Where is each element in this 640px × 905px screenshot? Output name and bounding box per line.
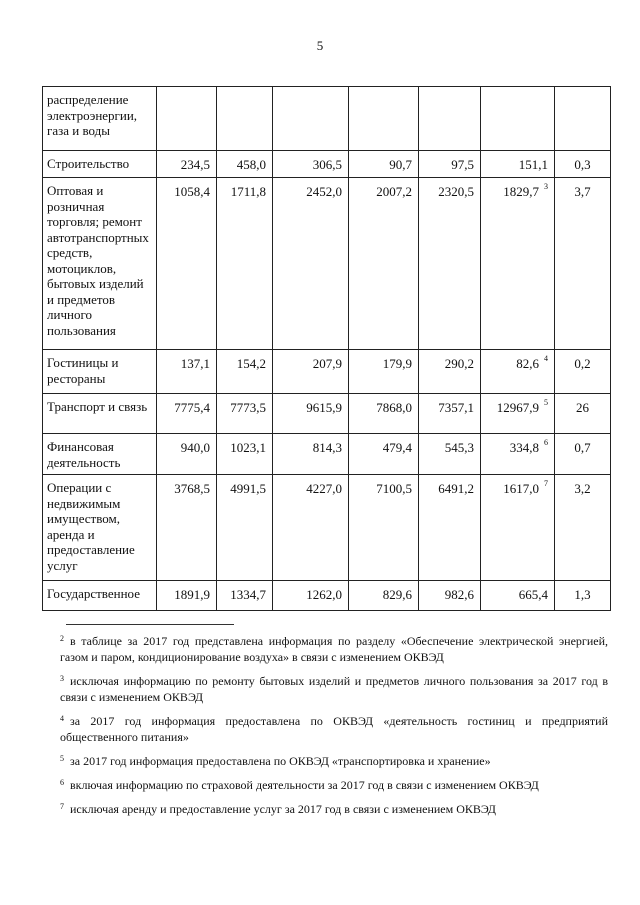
footnote-text: включая информацию по страховой деятельности за 2017 год в связи с изменением ОКВЭД — [70, 778, 539, 792]
cell-value: 1711,8 — [230, 184, 266, 199]
cell-value: 26 — [576, 400, 589, 415]
table-row — [43, 151, 611, 178]
table-cell — [481, 434, 555, 475]
cell-value: 1334,7 — [230, 587, 266, 602]
table-cell — [157, 581, 217, 611]
table-cell — [217, 151, 273, 178]
table-row — [43, 434, 611, 475]
table-cell — [555, 178, 611, 350]
footnotes — [60, 624, 608, 825]
table-cell — [217, 581, 273, 611]
table-cell — [217, 475, 273, 581]
cell-value: 1891,9 — [174, 587, 210, 602]
footnote — [60, 713, 608, 745]
cell-value: 0,3 — [574, 157, 591, 172]
cell-value: 7100,5 — [376, 481, 412, 496]
cell-value: 940,0 — [180, 440, 210, 455]
footnote-text: за 2017 год информация предоставлена по ОКВЭД «транспортировка и хранение» — [70, 754, 491, 768]
table-cell — [217, 178, 273, 350]
cell-value: 234,5 — [180, 157, 210, 172]
table-cell — [157, 394, 217, 434]
cell-value: 2452,0 — [306, 184, 342, 199]
cell-value: 4227,0 — [306, 481, 342, 496]
cell-value: 545,3 — [444, 440, 474, 455]
cell-value: 0,7 — [574, 440, 591, 455]
table-cell — [419, 350, 481, 394]
table-cell — [273, 475, 349, 581]
data-table — [42, 86, 611, 611]
table-cell — [349, 178, 419, 350]
footnote-mark: 2 — [60, 634, 64, 643]
footnote — [60, 633, 608, 665]
table-cell — [419, 581, 481, 611]
cell-value: 1058,4 — [174, 184, 210, 199]
table-cell — [555, 394, 611, 434]
table-cell — [349, 475, 419, 581]
cell-value: 3768,5 — [174, 481, 210, 496]
table-cell — [217, 87, 273, 151]
row-label: Государственное — [43, 581, 157, 611]
footnote-text: в таблице за 2017 год представлена информация по разделу «Обеспечение электрической энергией, газом и паром, кондиционирование воздуха» в связи с изменением ОКВЭД — [60, 634, 608, 664]
table-cell — [217, 350, 273, 394]
cell-value: 82,6 — [516, 356, 539, 371]
cell-value: 829,6 — [382, 587, 412, 602]
footnote — [60, 777, 608, 793]
table-cell — [273, 178, 349, 350]
row-label: распределение электроэнергии, газа и воды — [43, 87, 157, 151]
cell-value: 1262,0 — [306, 587, 342, 602]
footnote-mark: 5 — [60, 754, 64, 763]
table-cell — [555, 475, 611, 581]
table-cell — [349, 581, 419, 611]
cell-value: 7357,1 — [438, 400, 474, 415]
cell-value: 207,9 — [312, 356, 342, 371]
table-row — [43, 178, 611, 350]
table-cell — [555, 151, 611, 178]
footnote — [60, 801, 608, 817]
footnote-mark: 7 — [60, 802, 64, 811]
cell-value: 2007,2 — [376, 184, 412, 199]
table-cell — [349, 87, 419, 151]
cell-value: 1,3 — [574, 587, 591, 602]
table-cell — [349, 434, 419, 475]
footnote-marker: 6 — [544, 438, 548, 447]
table-cell — [349, 151, 419, 178]
table-cell — [217, 434, 273, 475]
table-cell — [419, 475, 481, 581]
cell-value: 7868,0 — [376, 400, 412, 415]
cell-value: 154,2 — [236, 356, 266, 371]
cell-value: 1829,7 — [503, 184, 539, 199]
table-cell — [481, 350, 555, 394]
footnote-mark: 3 — [60, 674, 64, 683]
table-cell — [419, 434, 481, 475]
cell-value: 665,4 — [518, 587, 548, 602]
footnote-mark: 6 — [60, 778, 64, 787]
table-cell — [481, 394, 555, 434]
cell-value: 6491,2 — [438, 481, 474, 496]
table-cell — [217, 394, 273, 434]
table-row — [43, 87, 611, 151]
footnote-text: за 2017 год информация предоставлена по ОКВЭД «деятельность гостиниц и предприятий общественного питания» — [60, 714, 608, 744]
table-cell — [481, 151, 555, 178]
table-cell — [481, 87, 555, 151]
table-cell — [481, 178, 555, 350]
table-row — [43, 394, 611, 434]
table-cell — [157, 434, 217, 475]
footnote-mark: 4 — [60, 714, 64, 723]
cell-value: 137,1 — [180, 356, 210, 371]
cell-value: 458,0 — [236, 157, 266, 172]
cell-value: 3,2 — [574, 481, 591, 496]
table-cell — [349, 394, 419, 434]
table-cell — [273, 350, 349, 394]
footnote-text: исключая аренду и предоставление услуг за 2017 год в связи с изменением ОКВЭД — [70, 802, 496, 816]
table-cell — [273, 581, 349, 611]
cell-value: 4991,5 — [230, 481, 266, 496]
cell-value: 982,6 — [444, 587, 474, 602]
table-cell — [419, 394, 481, 434]
footnote — [60, 673, 608, 705]
footnote-marker: 4 — [544, 354, 548, 363]
cell-value: 0,2 — [574, 356, 591, 371]
table-cell — [419, 87, 481, 151]
cell-value: 9615,9 — [306, 400, 342, 415]
cell-value: 7773,5 — [230, 400, 266, 415]
table-cell — [157, 350, 217, 394]
page-number: 5 — [316, 38, 324, 53]
footnote — [60, 753, 608, 769]
table-cell — [157, 475, 217, 581]
cell-value: 814,3 — [312, 440, 342, 455]
footnote-rule — [66, 624, 234, 625]
footnote-marker: 3 — [544, 182, 548, 191]
cell-value: 97,5 — [451, 157, 474, 172]
cell-value: 90,7 — [389, 157, 412, 172]
table-cell — [157, 178, 217, 350]
table-cell — [273, 151, 349, 178]
cell-value: 179,9 — [382, 356, 412, 371]
table-row — [43, 350, 611, 394]
cell-value: 2320,5 — [438, 184, 474, 199]
table-cell — [157, 151, 217, 178]
table-row — [43, 475, 611, 581]
row-label: Оптовая и розничная торговля; ремонт автотранспортных средств, мотоциклов, бытовых изделий и предметов личного пользования — [43, 178, 157, 350]
cell-value: 7775,4 — [174, 400, 210, 415]
table-cell — [273, 87, 349, 151]
cell-value: 1617,0 — [503, 481, 539, 496]
table-cell — [555, 350, 611, 394]
footnote-text: исключая информацию по ремонту бытовых изделий и предметов личного пользования за 2017 год в связи с изменением ОКВЭД — [60, 674, 608, 704]
table-cell — [555, 87, 611, 151]
cell-value: 151,1 — [518, 157, 548, 172]
table-cell — [419, 151, 481, 178]
row-label: Финансовая деятельность — [43, 434, 157, 475]
cell-value: 479,4 — [382, 440, 412, 455]
row-label: Гостиницы и рестораны — [43, 350, 157, 394]
footnote-marker: 7 — [544, 479, 548, 488]
table-cell — [419, 178, 481, 350]
row-label: Транспорт и связь — [43, 394, 157, 434]
table-row — [43, 581, 611, 611]
cell-value: 290,2 — [444, 356, 474, 371]
table-cell — [349, 350, 419, 394]
cell-value: 306,5 — [312, 157, 342, 172]
cell-value: 3,7 — [574, 184, 591, 199]
table-cell — [157, 87, 217, 151]
row-label: Строительство — [43, 151, 157, 178]
cell-value: 1023,1 — [230, 440, 266, 455]
table-cell — [273, 394, 349, 434]
cell-value: 334,8 — [509, 440, 539, 455]
footnote-marker: 5 — [544, 398, 548, 407]
table-cell — [555, 434, 611, 475]
cell-value: 12967,9 — [496, 400, 539, 415]
row-label: Операции с недвижимым имуществом, аренда и предоставление услуг — [43, 475, 157, 581]
table-cell — [555, 581, 611, 611]
table-cell — [481, 475, 555, 581]
table-cell — [273, 434, 349, 475]
table-cell — [481, 581, 555, 611]
